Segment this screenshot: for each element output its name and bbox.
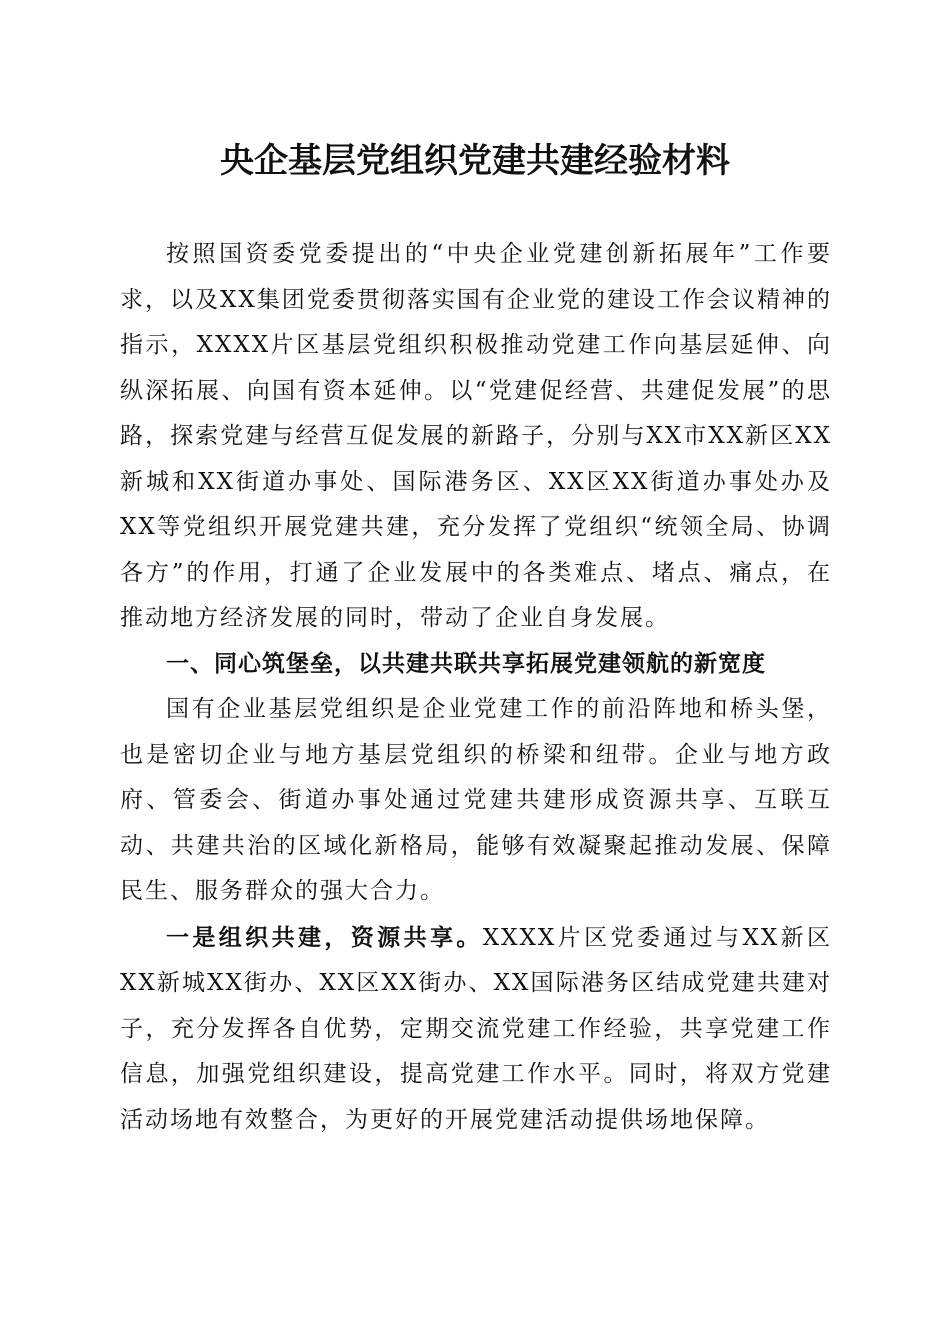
section-heading: 一、同心筑堡垒，以共建共联共享拓展党建领航的新宽度 bbox=[166, 650, 766, 677]
intro-paragraph: 按照国资委党委提出的“中央企业党建创新拓展年”工作要求，以及XX集团党委贯彻落实国有企业党的建设工作会议精神的指示，XXXX片区基层党组织积极推动党建工作向基层延伸、向纵深拓展、向国有资本延伸。以“党建促经营、共建促发展”的思路，探索党建与经营互促发展的新路子，分别与XX市XX新区XX新城和XX街道办事处、国际港务区、XX区XX街道办事处办及XX等党组织开展党建共建，充分发挥了党组织“统领全局、协调各方”的作用，打通了企业发展中的各类难点、堵点、痛点，在推动地方经济发展的同时，带动了企业自身发展。 bbox=[120, 241, 832, 631]
document-body bbox=[120, 232, 832, 1143]
section-paragraph: 国有企业基层党组织是企业党建工作的前沿阵地和桥头堡，也是密切企业与地方基层党组织的桥梁和纽带。企业与地方政府、管委会、街道办事处通过党建共建形成资源共享、互联互动、共建共治的区域化新格局，能够有效凝聚起推动发展、保障民生、服务群众的强大合力。 bbox=[120, 696, 832, 904]
document-title: 央企基层党组织党建共建经验材料 bbox=[220, 141, 730, 181]
point-body: XXXX片区党委通过与XX新区XX新城XX街办、XX区XX街办、XX国际港务区结成党建共建对子，充分发挥各自优势，定期交流党建工作经验，共享党建工作信息，加强党组织建设，提高党建工作水平。同时，将双方党建活动场地有效整合，为更好的开展党建活动提供场地保障。 bbox=[120, 924, 833, 1133]
point-paragraph bbox=[120, 915, 832, 1144]
point-lead: 一是组织共建，资源共享。 bbox=[166, 923, 483, 951]
